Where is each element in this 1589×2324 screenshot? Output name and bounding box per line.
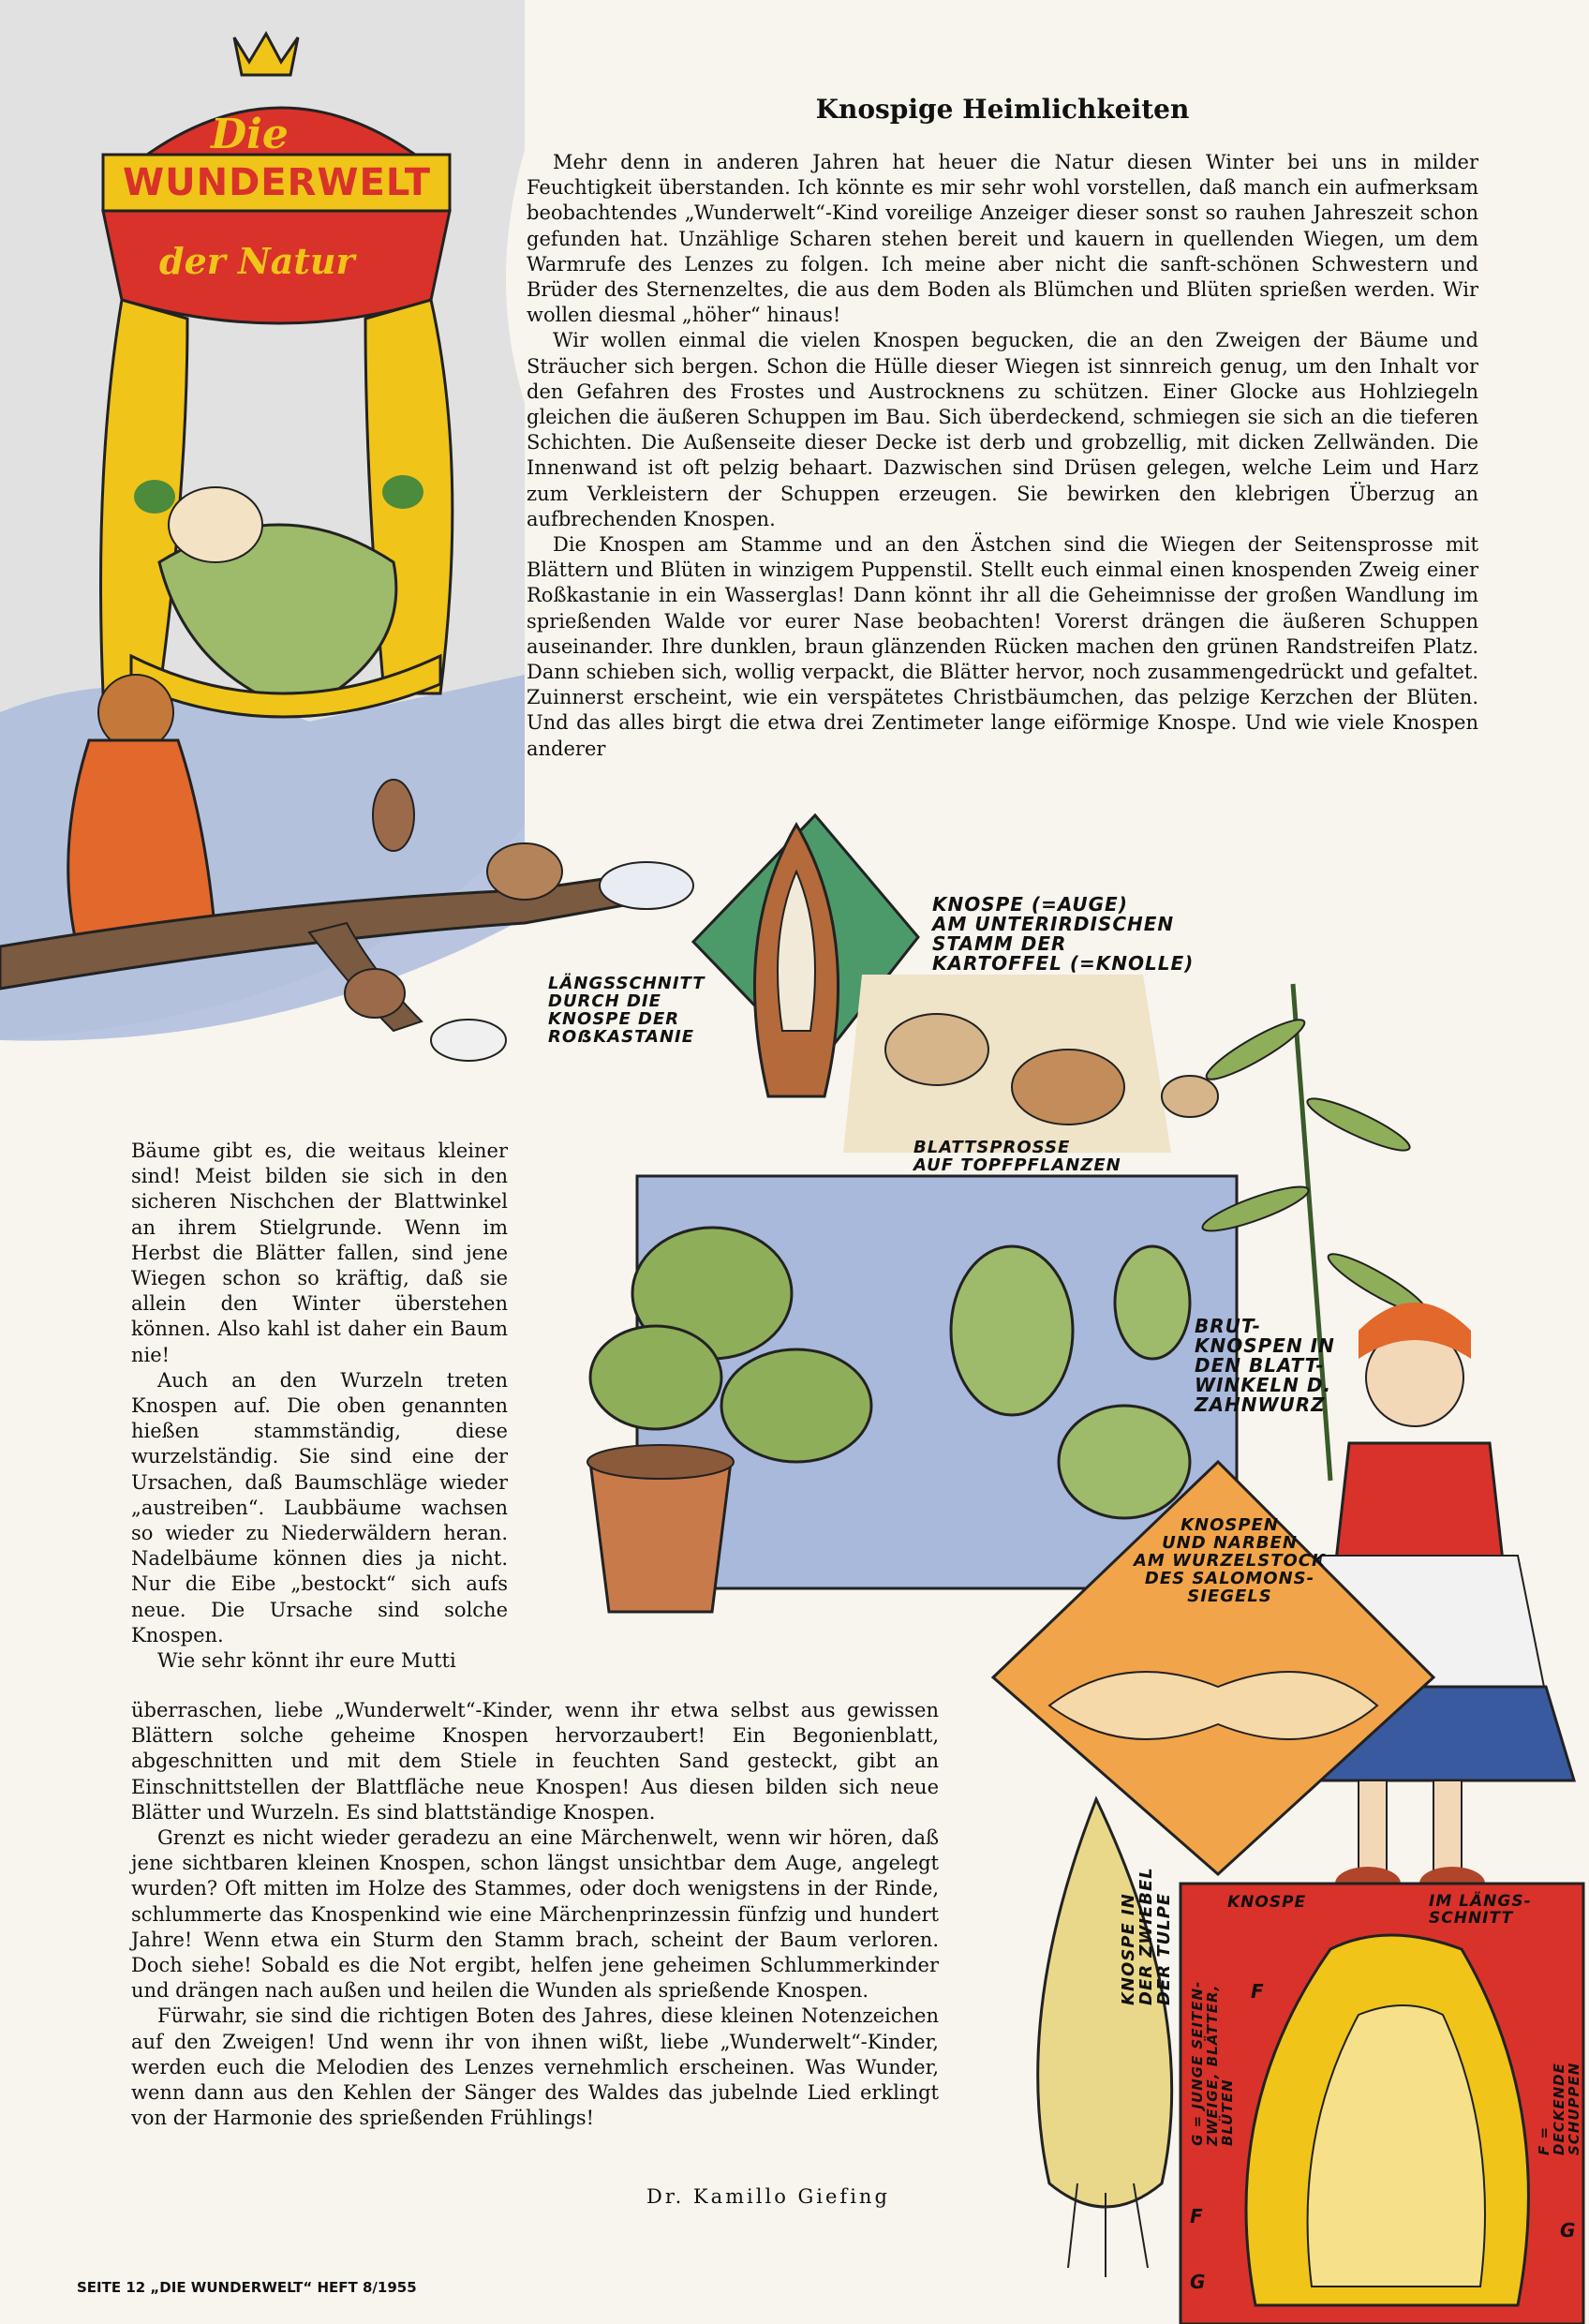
article-title: Knospige Heimlichkeiten (815, 94, 1190, 125)
author-signature: Dr. Kamillo Giefing (646, 2185, 890, 2208)
paragraph: überraschen, liebe „Wunderwelt“-Kinder, wenn ihr etwa selbst aus gewissen Blättern solche geheime Knospen hervorzaubert! Ein Begonienblatt, abgeschnitten und mit dem Stiele in feuchten Sand gesteckt, gibt an Einschnittstellen der Blattfläche neue Knospen! Aus diesen bilden sich neue Blätter und Wurzeln. Es sind blattständige Knospen. (131, 1699, 939, 1824)
paragraph: Wir wollen einmal die vielen Knospen begucken, die an den Zweigen der Bäume und Sträucher sich bergen. Schon die Hülle dieser Wiegen ist sinnreich genug, um den Inhalt vor den Gefahren des Frostes und Austrocknens zu schützen. Einer Glocke aus Hohlziegeln gleichen die äußeren Schuppen im Bau. Sich überdeckend, schmiegen sie sich an die tieferen Schichten. Die Außenseite dieser Decke ist derb und grobzellig, mit dicken Zellwänden. Die Innenwand ist oft pelzig behaart. Dazwischen sind Drüsen gelegen, welche Leim und Harz zum Verkleistern der Schuppen erzeugen. Sie bewirken den klebrigen Überzug an aufbrechenden Knospen. (527, 329, 1478, 530)
article-left-column (131, 1139, 508, 1674)
caption-tulpe: KNOSPE IN DER ZWIEBEL DER TULPE (1119, 1867, 1174, 2005)
potato-bud-illustration (843, 975, 1218, 1153)
caption-junge-seitenzweige: G = JUNGE SEITEN- ZWEIGE, BLÄTTER, BLÜTEN (1189, 1980, 1236, 2146)
caption-knospe-label: KNOSPE (1227, 1893, 1307, 1912)
caption-topfpflanzen: BLATTSPROSSE AUF TOPFPFLANZEN (913, 1138, 1121, 1175)
label-g-lower: G (1190, 2271, 1207, 2293)
tulip-bud-section-illustration (1181, 1884, 1583, 2324)
logo-line-die: Die (211, 111, 289, 158)
label-f-upper: F (1251, 1980, 1265, 2003)
paragraph: Grenzt es nicht wieder geradezu an eine Märchenwelt, wenn wir hören, daß jene sichtbaren kleinen Knospen, schon längst unsichtbar dem Auge, angelegt wurden? Oft mitten im Holze des Stammes, oder doch wenigstens in der Rinde, schlummerte das Knospenkind wie eine Märchenprinzessin fünfzig und hundert Jahre! Wenn etwa ein Sturm den Stamm brach, scheint der Baum verloren. Doch siehe! Sobald es die Not ergibt, helfen jene geheimen Schlummerkinder und drängen nach außen und heilen die Wunden als sprießende Knospen. (131, 1826, 939, 2003)
article-top-column (527, 150, 1478, 762)
caption-salomonssiegel: KNOSPEN UND NARBEN AM WURZELSTOCK DES SALOMONS- SIEGELS (1134, 1515, 1326, 1606)
caption-laengsschnitt: IM LÄNGS- SCHNITT (1429, 1892, 1532, 1928)
logo-line-der-natur: der Natur (159, 240, 355, 282)
caption-rosskastanie: LÄNGSSCHNITT DURCH DIE KNOSPE DER ROẞKASTANIE (548, 974, 705, 1047)
label-f-lower: F (1190, 2205, 1204, 2227)
logo-line-wunderwelt: WUNDERWELT (122, 161, 431, 204)
label-g-right: G (1560, 2219, 1577, 2242)
caption-kartoffel: KNOSPE (=AUGE) AM UNTERIRDISCHEN STAMM DER KARTOFFEL (=KNOLLE) (932, 893, 1195, 975)
paragraph: Wie sehr könnt ihr eure Mutti (157, 1649, 456, 1673)
paragraph: Die Knospen am Stamme und an den Ästchen sind die Wiegen der Seitensprosse mit Blättern und Blüten in winzigem Puppenstil. Stellt euch einmal einen knospenden Zweig einer Roßkastanie in ein Wasserglas! Dann könnt ihr all die Geheimnisse der großen Wandlung im sprießenden Walde vor eurer Nase beobachten! Vorerst drängen die äußeren Schuppen auseinander. Ihre dunklen, braun glänzenden Rücken machen den grünen Randstreifen Platz. Dann schieben sich, wollig verpackt, die Blätter hervor, noch zusammengedrückt und gefaltet. Zuinnerst erscheint, wie ein verspätetes Christbäumchen, das pelzige Kerzchen der Blüten. Und das alles birgt die etwa drei Zentimeter lange eiförmige Knospe. Und wie viele Knospen anderer (527, 533, 1478, 760)
page-footer: SEITE 12 „DIE WUNDERWELT“ HEFT 8/1955 (77, 2279, 417, 2296)
paragraph: Bäume gibt es, die weitaus kleiner sind! Meist bilden sie sich in den sicheren Nischchen der Blattwinkel an ihrem Stielgrunde. Wenn im Herbst die Blätter fallen, sind jene Wiegen schon so kräftig, daß sie allein den Winter überstehen können. Also kahl ist daher ein Baum nie! (131, 1140, 508, 1366)
caption-zahnwurz: BRUT- KNOSPEN IN DEN BLATT- WINKELN D. ZAHNWURZ (1195, 1315, 1335, 1416)
paragraph: Fürwahr, sie sind die richtigen Boten des Jahres, diese kleinen Notenzeichen auf den Zweigen! Und wenn ihr von ihnen wißt, liebe „Wunderwelt“-Kinder, werden euch die Melodien des Lenzes vernehmlich erscheinen. Was Wunder, wenn dann aus den Kehlen der Sänger des Waldes das jubelnde Lied erklingt von der Harmonie des sprießenden Frühlings! (131, 2004, 939, 2130)
paragraph: Auch an den Wurzeln treten Knospen auf. Die oben genannten hießen stammständig, diese wurzelständig. Sie sind eine der Ursachen, daß Baumschläge wieder „austreiben“. Laubbäume wachsen so wieder zu Niederwäldern heran. Nadelbäume können dies ja nicht. Nur die Eibe „bestockt“ sich aufs neue. Die Ursache sind solche Knospen. (131, 1368, 508, 1646)
caption-deckende-schuppen: F = DECKENDE SCHUPPEN (1536, 2062, 1582, 2155)
paragraph: Mehr denn in anderen Jahren hat heuer die Natur diesen Winter bei uns in milder Feuchtigkeit überstanden. Ich könnte es mir sehr wohl vorstellen, daß manch ein aufmerksam beobachtendes „Wunderwelt“-Kind voreilige Anzeiger dieser sonst so rauhen Jahreszeit schon gefunden hat. Unzählige Scharen stehen bereit und kauern in quellenden Wiegen, um dem Warmrufe des Lenzes zu folgen. Ich meine aber nicht die sanft-schönen Schwestern und Brüder des Sternenzeltes, die aus dem Boden als Blümchen und Blüten sprießen werden. Wir wollen diesmal „höher“ hinaus! (527, 151, 1478, 327)
article-bottom-column (131, 1698, 939, 2131)
